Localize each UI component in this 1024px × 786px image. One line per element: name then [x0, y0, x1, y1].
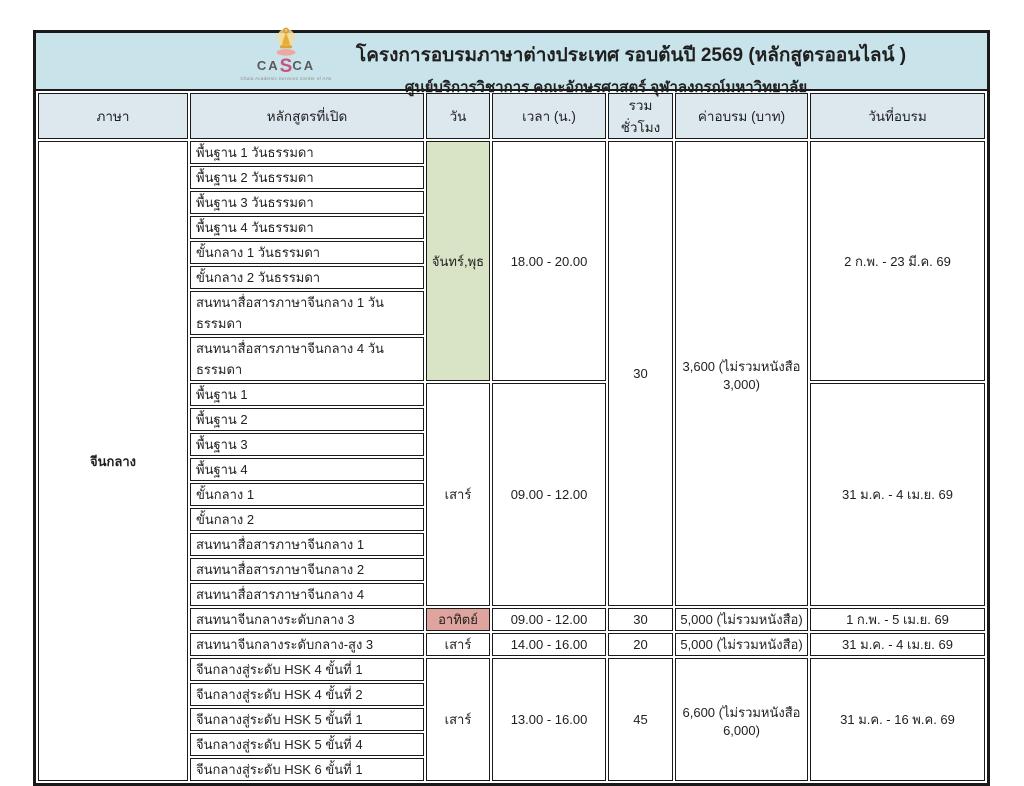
course-cell: สนทนาสื่อสารภาษาจีนกลาง 1 วันธรรมดา [190, 291, 424, 335]
schedule-table [36, 91, 987, 783]
hours-cell: 20 [608, 633, 673, 656]
course-cell: สนทนาจีนกลางระดับกลาง-สูง 3 [190, 633, 424, 656]
fee-cell: 6,600 (ไม่รวมหนังสือ 6,000) [675, 658, 808, 781]
course-cell: สนทนาสื่อสารภาษาจีนกลาง 4 [190, 583, 424, 606]
column-header-day: วัน [426, 93, 490, 139]
time-cell: 09.00 - 12.00 [492, 608, 606, 631]
logo-text-s: S [279, 56, 293, 77]
course-cell: พื้นฐาน 2 [190, 408, 424, 431]
logo-wordmark [221, 57, 351, 76]
banner [36, 33, 987, 96]
time-cell: 18.00 - 20.00 [492, 141, 606, 381]
course-cell: ขั้นกลาง 2 วันธรรมดา [190, 266, 424, 289]
course-cell: สนทนาจีนกลางระดับกลาง 3 [190, 608, 424, 631]
column-header-time: เวลา (น.) [492, 93, 606, 139]
fee-cell: 5,000 (ไม่รวมหนังสือ) [675, 633, 808, 656]
header-row [38, 93, 985, 139]
logo-tagline: Chula Academic Services Center of Arts [240, 76, 332, 81]
table-body [38, 141, 985, 781]
course-cell: จีนกลางสู่ระดับ HSK 4 ขั้นที่ 2 [190, 683, 424, 706]
course-cell: สนทนาสื่อสารภาษาจีนกลาง 1 [190, 533, 424, 556]
hours-cell: 30 [608, 608, 673, 631]
course-cell: จีนกลางสู่ระดับ HSK 4 ขั้นที่ 1 [190, 658, 424, 681]
time-cell: 14.00 - 16.00 [492, 633, 606, 656]
time-cell: 09.00 - 12.00 [492, 383, 606, 606]
course-cell: พื้นฐาน 4 วันธรรมดา [190, 216, 424, 239]
hours-cell: 30 [608, 141, 673, 606]
course-cell: พื้นฐาน 3 วันธรรมดา [190, 191, 424, 214]
course-cell: พื้นฐาน 4 [190, 458, 424, 481]
column-header-dates: วันที่อบรม [810, 93, 985, 139]
course-cell: พื้นฐาน 2 วันธรรมดา [190, 166, 424, 189]
hours-cell: 45 [608, 658, 673, 781]
table-header [38, 93, 985, 139]
column-header-hours: รวมชั่วโมง [608, 93, 673, 139]
course-cell: ขั้นกลาง 1 [190, 483, 424, 506]
day-cell: เสาร์ [426, 658, 490, 781]
course-cell: จีนกลางสู่ระดับ HSK 5 ขั้นที่ 1 [190, 708, 424, 731]
day-cell: เสาร์ [426, 633, 490, 656]
fee-cell: 3,600 (ไม่รวมหนังสือ 3,000) [675, 141, 808, 606]
course-cell: จีนกลางสู่ระดับ HSK 6 ขั้นที่ 1 [190, 758, 424, 781]
schedule-sheet [33, 30, 990, 786]
dates-cell: 2 ก.พ. - 23 มี.ค. 69 [810, 141, 985, 381]
day-cell: เสาร์ [426, 383, 490, 606]
day-cell: อาทิตย์ [426, 608, 490, 631]
table-row [38, 141, 985, 164]
course-cell: สนทนาสื่อสารภาษาจีนกลาง 4 วันธรรมดา [190, 337, 424, 381]
casca-logo [221, 27, 351, 82]
course-cell: สนทนาสื่อสารภาษาจีนกลาง 2 [190, 558, 424, 581]
phra-kiao-crown-icon [272, 27, 300, 57]
course-cell: ขั้นกลาง 1 วันธรรมดา [190, 241, 424, 264]
course-cell: พื้นฐาน 3 [190, 433, 424, 456]
logo-text-right: CA [292, 58, 316, 73]
course-cell: ขั้นกลาง 2 [190, 508, 424, 531]
dates-cell: 31 ม.ค. - 4 เม.ย. 69 [810, 633, 985, 656]
language-cell: จีนกลาง [38, 141, 188, 781]
day-cell: จันทร์,พุธ [426, 141, 490, 381]
course-cell: พื้นฐาน 1 [190, 383, 424, 406]
page-subtitle: ศูนย์บริการวิชาการ คณะอักษรศาสตร์ จุฬาลงกรณ์มหาวิทยาลัย [404, 79, 808, 96]
page-title: โครงการอบรมภาษาต่างประเทศ รอบต้นปี 2569 (หลักสูตรออนไลน์ ) [356, 45, 907, 66]
dates-cell: 31 ม.ค. - 4 เม.ย. 69 [810, 383, 985, 606]
course-cell: จีนกลางสู่ระดับ HSK 5 ขั้นที่ 4 [190, 733, 424, 756]
fee-cell: 5,000 (ไม่รวมหนังสือ) [675, 608, 808, 631]
dates-cell: 31 ม.ค. - 16 พ.ค. 69 [810, 658, 985, 781]
time-cell: 13.00 - 16.00 [492, 658, 606, 781]
logo-text-left: CA [256, 58, 280, 73]
dates-cell: 1 ก.พ. - 5 เม.ย. 69 [810, 608, 985, 631]
course-cell: พื้นฐาน 1 วันธรรมดา [190, 141, 424, 164]
column-header-course: หลักสูตรที่เปิด [190, 93, 424, 139]
banner-titles [356, 33, 907, 99]
column-header-language: ภาษา [38, 93, 188, 139]
column-header-fee: ค่าอบรม (บาท) [675, 93, 808, 139]
